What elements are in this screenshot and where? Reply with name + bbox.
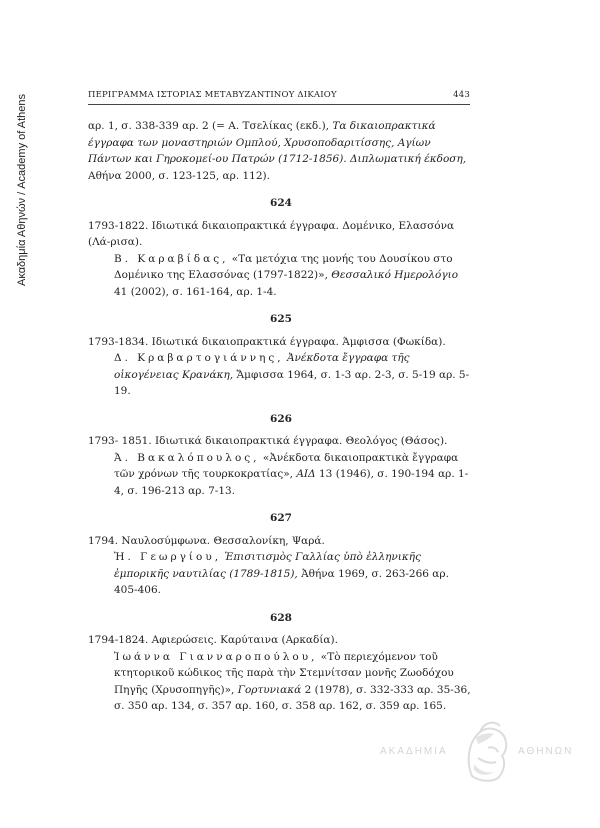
entry-heading: 1793-1822. Ιδιωτικά δικαιοπρακτικά έγγραφα. Δομένικο, Ελασσόνα (Λά-ρισα). [88,219,455,248]
entry-number: 625 [270,313,292,325]
entry-625 [88,311,474,400]
watermark-left-text: ΑΚΑΔΗΜΙΑ [380,746,448,757]
running-header [88,90,470,105]
entry-626 [88,411,474,500]
ref-title: Ἐπισιτισμὸς Γαλλίας ὑπὸ ἑλληνικῆς ἐμπορικῆς ναυτιλίας (1789-1815), [114,551,421,580]
ref-author: Δ. Κραβαρτογιάννης, [114,352,284,364]
ref-pre: «Τα μετόχια της μονής του Δουσίκου στο Δομένικο της Ελασσόνας (1797-1822)», [114,252,453,281]
entry-624 [88,195,474,300]
academy-watermark [380,718,600,788]
ref-title: Γορτυνιακά [237,683,302,696]
ref-post: Ἀθήνα 1969, σ. 263-266 αρ. 405-406. [114,567,449,596]
ref-post: 41 (2002), σ. 161-164, αρ. 1-4. [114,285,277,298]
ref-post: 13 (1946), σ. 190-194 αρ. 1-4, σ. 196-213 αρ. 7-13. [114,468,469,497]
entry-number: 627 [270,512,292,524]
entry-heading: 1794. Ναυλοσύμφωνα. Θεσσαλονίκη, Ψαρά. [88,534,325,547]
entry-reference [114,450,474,500]
side-label [14,40,30,340]
ref-author: Ἰωάννα Γιανναροπούλου, [114,650,318,663]
entry-number: 624 [270,197,292,209]
ref-post: 2 (1978), σ. 332-333 αρ. 35-36, σ. 350 αρ. 134, σ. 357 αρ. 160, σ. 358 αρ. 162, σ. 359 αρ. 165. [114,683,471,712]
entry-heading: 1793-1834. Ιδιωτικά δικαιοπρακτικά έγγραφα. Άμφισσα (Φωκίδα). [88,335,446,348]
continuation-lead: αρ. 1, σ. 338-339 αρ. 2 (= Α. Τσελίκας (εκδ.), [88,120,333,132]
entry-heading: 1794-1824. Αφιερώσεις. Καρύταινα (Αρκαδία). [88,634,338,646]
entry-reference [114,649,474,715]
continuation-tail: Αθήνα 2000, σ. 123-125, αρ. 112). [88,169,270,182]
continuation-title: Τα δικαιοπρακτικά έγγραφα των μοναστηριών Ομπλού, Χρυσοποδαριτίσσης, Αγίων Πάντων και Γηροκομεί-ου Πατρών (1712-1856). Διπλωματική έκδοση, [88,120,467,165]
ref-pre: «Τὸ περιεχόμενον τοῦ κτητορικοῦ κώδικος τῆς παρὰ τὴν Στεμνίτσαν μονῆς Ζωοδόχου Πηγῆς (Χρυσοπηγῆς)», [114,650,454,696]
ref-pre: «Ἀνέκδοτα δικαιοπρακτικὰ ἔγγραφα τῶν χρόνων τῆς τουρκοκρατίας», [114,451,459,480]
ref-title: Ἀνέκδοτα ἔγγραφα τῆς οἰκογένειας Κρανάκη, [114,352,410,381]
ref-author: Ἀ. Βακαλόπουλος, [114,451,260,464]
ref-author: Β. Καραβίδας, [114,252,229,265]
watermark-right-text: ΑΘΗΝΩΝ [518,746,574,757]
entry-reference [114,549,474,599]
ref-title: ΑΙΔ [296,468,316,480]
entry-heading: 1793- 1851. Ιδιωτικά δικαιοπρακτικά έγγραφα. Θεολόγος (Θάσος). [88,435,448,447]
entry-number: 626 [270,412,292,425]
entry-number: 628 [270,611,292,624]
athena-head-icon [458,718,514,788]
ref-author: Ἠ. Γεωργίου, [114,551,222,563]
entry-reference [114,251,474,301]
side-label-text: Ακαδημία Αθηνών / Academy of Athens [16,93,28,287]
ref-title: Θεσσαλικό Ημερολόγιο [331,269,459,281]
page-content [88,118,474,715]
entry-627 [88,510,474,599]
continuation-text [88,118,474,184]
entry-reference [114,350,474,400]
header-title: ΠΕΡΙΓΡΑΜΜΑ ΙΣΤΟΡΙΑΣ ΜΕΤΑΒΥΖΑΝΤΙΝΟΥ ΔΙΚΑΙΟΥ [88,90,337,100]
entry-628 [88,610,474,715]
page-number: 443 [453,90,470,100]
ref-post: Ἄμφισσα 1964, σ. 1-3 αρ. 2-3, σ. 5-19 αρ. 5-19. [114,368,470,397]
